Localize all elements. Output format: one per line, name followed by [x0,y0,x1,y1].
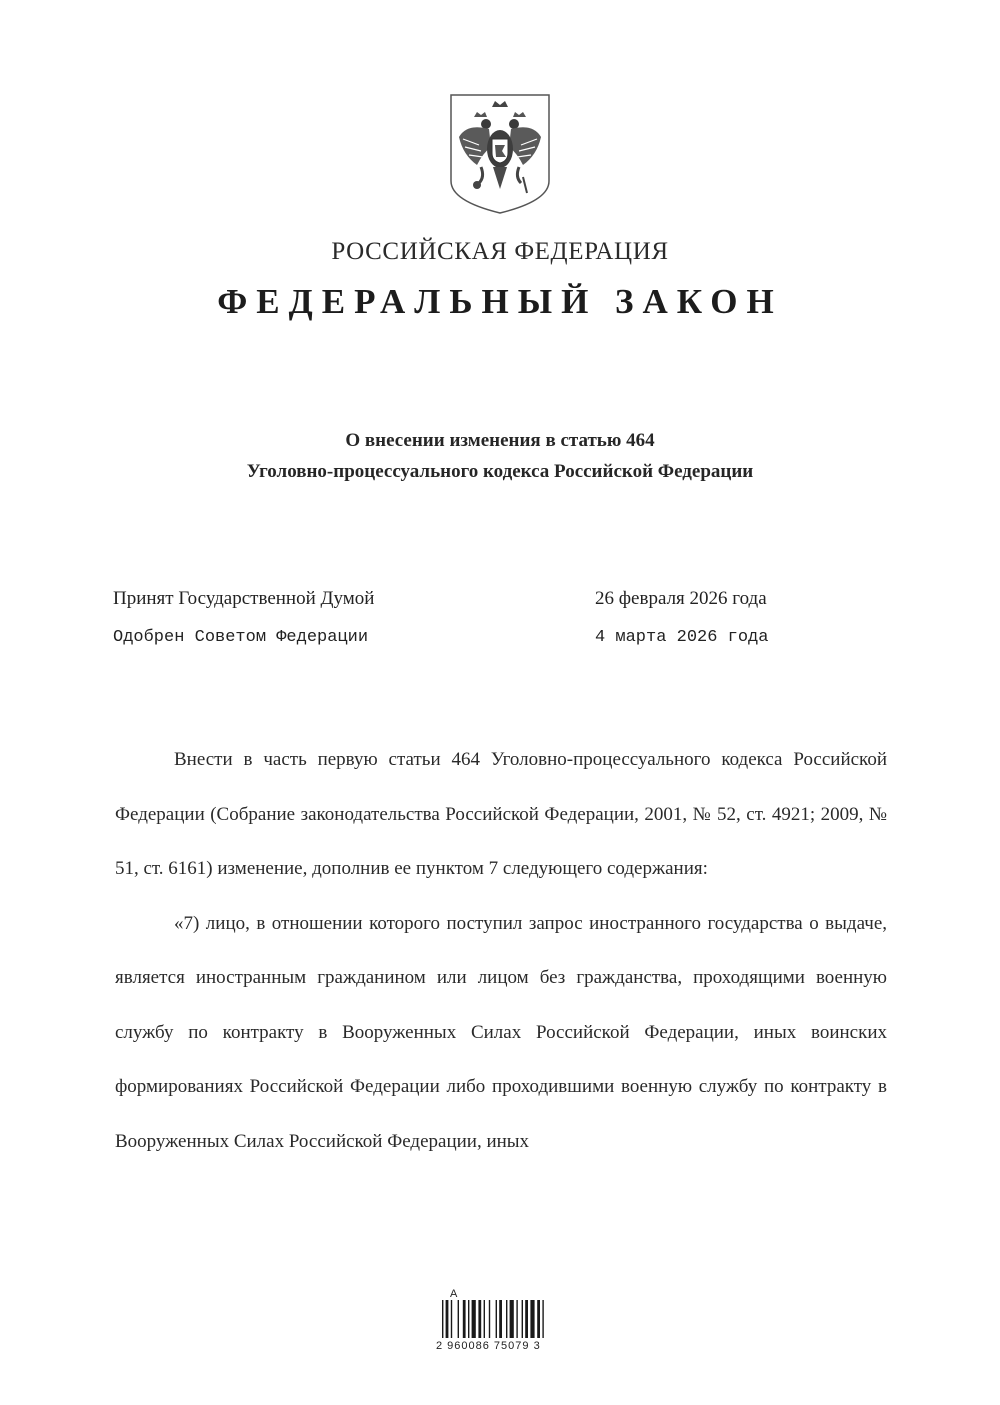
barcode-bars-icon [442,1300,570,1340]
duma-adoption-label: Принят Государственной Думой [113,588,375,609]
law-body [115,733,887,1169]
country-heading: РОССИЙСКАЯ ФЕДЕРАЦИЯ [331,238,669,265]
body-paragraph-1: Внести в часть первую статьи 464 Уголовно-процессуального кодекса Российской Федерации (Собрание законодательства Российской Федерации, 2001, № 52, ст. 4921; 2009, № 51, ст. 6161) изменение, дополнив ее пунктом 7 следующего содержания: [115,749,887,879]
law-subject [0,425,1000,487]
barcode [436,1288,576,1360]
subject-line-2: Уголовно-процессуального кодекса Российской Федерации [246,461,754,482]
body-paragraph-2: «7) лицо, в отношении которого поступил запрос иностранного государства о выдаче, является иностранным гражданином или лицом без гражданства, проходящими военную службу по контракту в Вооруженных Силах Российской Федерации, иных воинских формированиях Российской Федерации либо проходившими военную службу по контракту в Вооруженных Силах Российской Федерации, иных [115,912,887,1152]
council-approval-date: 4 марта 2026 года [595,628,769,647]
barcode-number: 2 960086 75079 3 [436,1340,541,1352]
subject-line-1: О внесении изменения в статью 464 [345,430,655,451]
document-type-title: ФЕДЕРАЛЬНЫЙ ЗАКОН [217,282,783,321]
coat-of-arms-icon [449,93,551,215]
duma-adoption-date: 26 февраля 2026 года [595,588,767,609]
council-approval-label: Одобрен Советом Федерации [113,628,369,647]
barcode-mark: A [450,1288,458,1300]
